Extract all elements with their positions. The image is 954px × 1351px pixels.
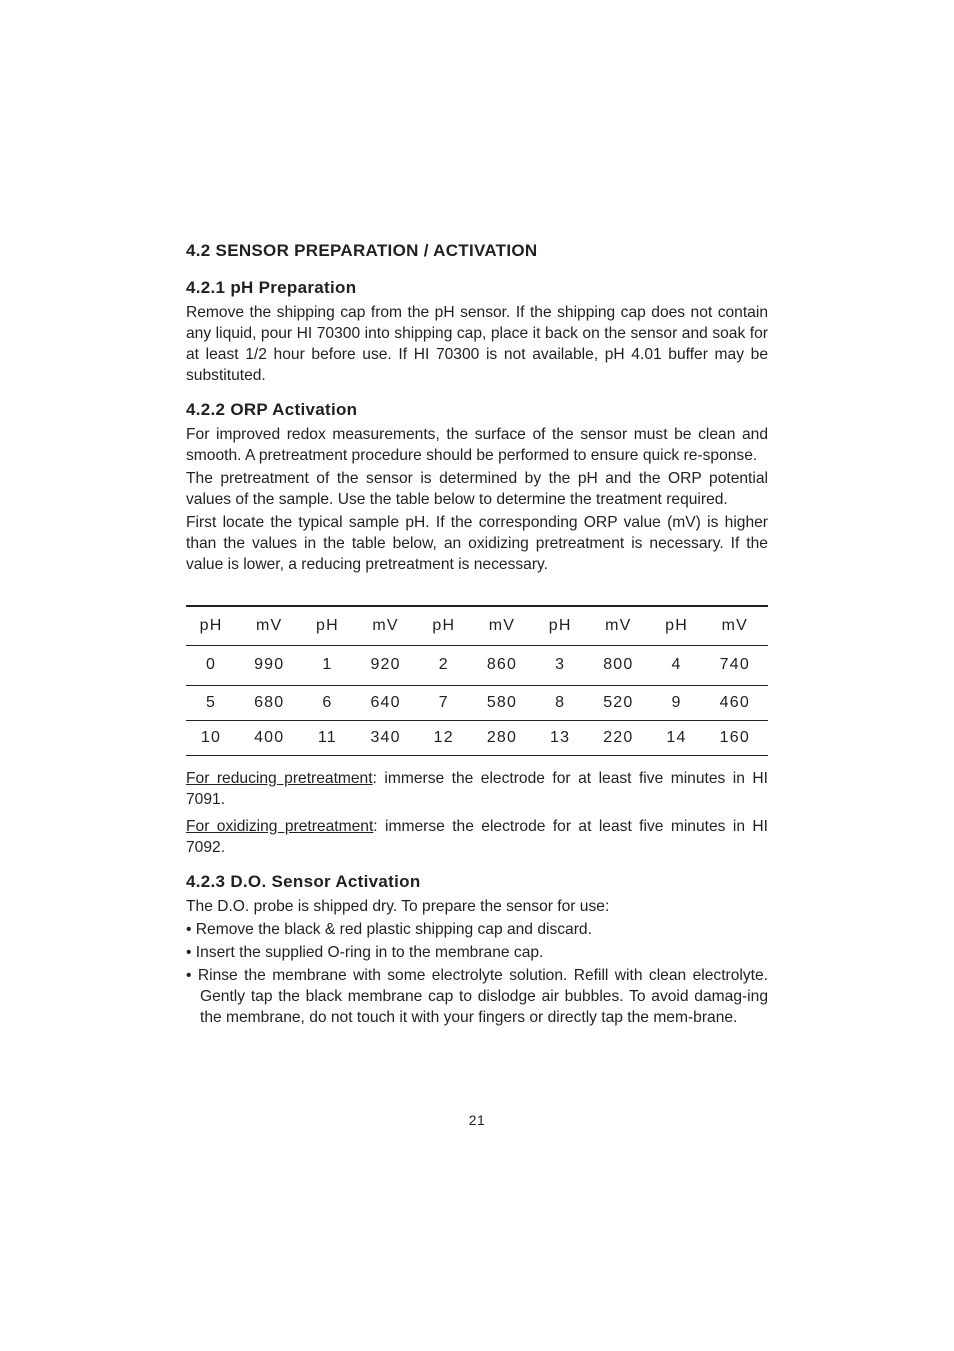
table-row <box>186 720 768 755</box>
ph-preparation-heading: 4.2.1 pH Preparation <box>186 278 357 297</box>
ph-mv-table <box>186 605 768 756</box>
table-cell: 800 <box>603 656 634 673</box>
table-cell: 2 <box>438 656 449 673</box>
table-cell: 990 <box>254 656 285 673</box>
reducing-pretreatment-label: For reducing pretreatment <box>186 769 373 787</box>
table-cell: 5 <box>205 693 217 711</box>
page-content <box>186 238 768 1028</box>
ph-preparation-text: Remove the shipping cap from the pH sensor. If the shipping cap does not contain any liquid, pour HI 70300 into shipping cap, place it back on the sensor and soak for at least 1/2 hour before use. If HI 70300 is not available, pH 4.01 buffer may be substituted. <box>186 304 768 384</box>
list-item: • Insert the supplied O-ring in to the membrane cap. <box>186 943 544 961</box>
do-sensor-heading: 4.2.3 D.O. Sensor Activation <box>186 871 421 891</box>
table-cell: 12 <box>433 728 454 746</box>
table-header-cell: mV <box>372 616 399 634</box>
table-cell: 1 <box>322 656 333 673</box>
table-cell: 160 <box>719 728 750 746</box>
table-cell: 220 <box>603 728 634 746</box>
table-cell: 4 <box>671 656 682 673</box>
table-cell: 14 <box>666 728 687 746</box>
table-cell: 3 <box>555 656 566 673</box>
orp-activation-heading: 4.2.2 ORP Activation <box>186 400 358 419</box>
orp-paragraph-3: First locate the typical sample pH. If the corresponding ORP value (mV) is higher than the values in the table below, an oxidizing pretreatment is necessary. If the value is lower, a reducing pretreatment is necessary. <box>186 514 768 573</box>
list-item: • Remove the black & red plastic shipping cap and discard. <box>186 920 592 938</box>
list-item: • Rinse the membrane with some electrolyte solution. Refill with clean electrolyte. Gently tap the black membrane cap to dislodge air bubbles. To avoid damag-ing the membrane, do not touch it with your fingers or directly tap the mem-brane. <box>186 966 768 1026</box>
do-sensor-intro: The D.O. probe is shipped dry. To prepare the sensor for use: <box>186 897 610 915</box>
table-cell: 680 <box>254 693 285 711</box>
table-cell: 460 <box>719 693 750 711</box>
table-header-cell: mV <box>256 616 283 634</box>
table-cell: 8 <box>555 693 566 711</box>
table-header-cell: mV <box>488 616 516 634</box>
table-cell: 640 <box>370 693 401 711</box>
table-cell: 11 <box>317 728 337 746</box>
table-row <box>186 685 768 720</box>
table-cell: 10 <box>200 728 222 746</box>
table-cell: 6 <box>322 693 333 711</box>
table-cell: 520 <box>603 693 634 711</box>
oxidizing-pretreatment-label: For oxidizing pretreatment <box>186 817 374 835</box>
table-header-cell: pH <box>432 616 456 634</box>
table-cell: 0 <box>205 656 217 673</box>
table-header-cell: pH <box>315 616 339 634</box>
table-row <box>186 645 768 685</box>
reducing-pretreatment-text <box>186 768 768 810</box>
oxidizing-pretreatment-instruction: : immerse the electrode for at least five minutes in HI 7092. <box>186 817 768 856</box>
reducing-pretreatment-instruction: : immerse the electrode for at least five minutes in HI 7091. <box>186 769 768 808</box>
table-header-cell: pH <box>199 616 223 634</box>
table-cell: 860 <box>486 656 518 673</box>
table-cell: 7 <box>438 693 449 711</box>
table-cell: 920 <box>370 656 401 673</box>
table-cell: 13 <box>550 728 571 746</box>
table-header-cell: pH <box>665 616 688 634</box>
table-cell: 340 <box>370 728 401 746</box>
table-header-cell: mV <box>721 616 748 634</box>
table-cell: 740 <box>719 656 750 673</box>
table-cell: 400 <box>254 728 285 746</box>
oxidizing-pretreatment-text <box>186 816 768 858</box>
table-header-cell: pH <box>548 616 572 634</box>
orp-paragraph-1: For improved redox measurements, the surface of the sensor must be clean and smooth. A pretreatment procedure should be performed to ensure quick re-sponse. <box>186 426 768 464</box>
do-sensor-steps <box>186 919 768 1028</box>
section-title: 4.2 SENSOR PREPARATION / ACTIVATION <box>186 241 538 260</box>
table-header-row <box>186 606 768 645</box>
table-cell: 280 <box>486 728 518 746</box>
page-number: 21 <box>468 1112 486 1128</box>
table-header-cell: mV <box>605 616 632 634</box>
orp-paragraph-2: The pretreatment of the sensor is determined by the pH and the ORP potential values of the sample. Use the table below to determine the treatment required. <box>186 470 768 508</box>
table-cell: 580 <box>486 693 518 711</box>
table-cell: 9 <box>671 693 682 711</box>
